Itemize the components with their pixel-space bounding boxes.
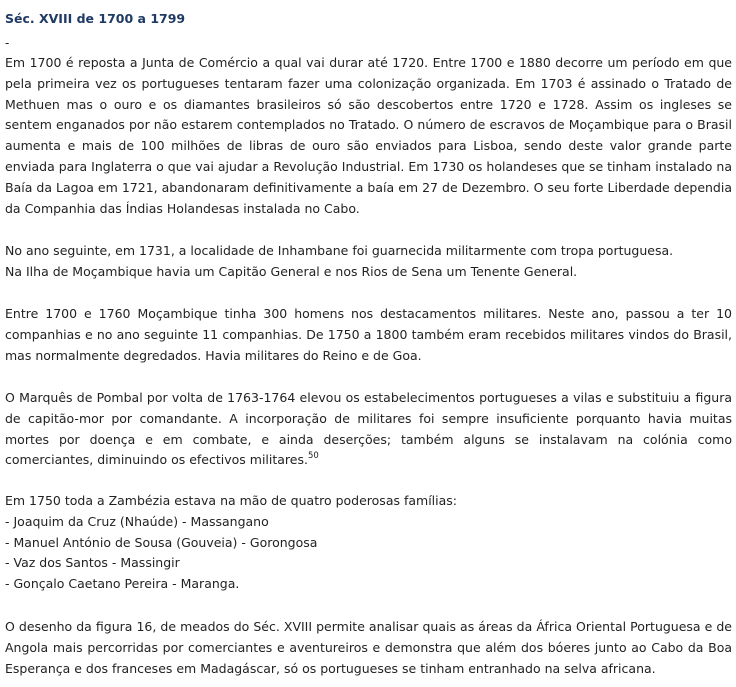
- list-item: - Joaquim da Cruz (Nhaúde) - Massangano: [5, 513, 269, 529]
- section-heading: Séc. XVIII de 1700 a 1799: [5, 11, 186, 26]
- families-list: [5, 512, 732, 595]
- paragraph-text: O Marquês de Pombal por volta de 1763-1764 elevou os estabelecimentos portugueses a vilas e substituiu a figura de capitão-mor por comandante. A incorporação de militares foi sempre insuficiente porquanto havia muitas mortes por doença e em combate, e ainda deserções; também alguns se instalavam na colónia como comerciantes, diminuindo os efectivos militares.: [5, 390, 732, 468]
- paragraph-line: No ano seguinte, em 1731, a localidade de Inhambane foi guarnecida militarmente com tropa portuguesa.: [5, 243, 674, 258]
- paragraph-marques-pombal: [5, 388, 732, 471]
- paragraph-zambezia-families: [5, 491, 732, 595]
- list-intro: Em 1750 toda a Zambézia estava na mão de quatro poderosas famílias:: [5, 493, 458, 508]
- list-item: - Vaz dos Santos - Massingir: [5, 555, 180, 571]
- paragraph-figure-16: O desenho da figura 16, de meados do Séc. XVIII permite analisar quais as áreas da África Oriental Portuguesa e de Angola mais percorridas por comerciantes e aventureiros e demonstra que além dos bóeres junto ao Cabo da Boa Esperança e dos franceses em Madagáscar, só os portugueses se tinham entranhado na selva africana.: [5, 619, 732, 676]
- dash-separator: -: [5, 36, 10, 50]
- paragraph-inhambane: [5, 241, 732, 283]
- footnote-marker: 50: [307, 451, 319, 462]
- list-item: - Gonçalo Caetano Pereira - Maranga.: [5, 576, 240, 592]
- paragraph-junta-comercio: Em 1700 é reposta a Junta de Comércio a qual vai durar até 1720. Entre 1700 e 1880 decorre um período em que pela primeira vez os portugueses tentaram fazer uma colonização organizada. Em 1703 é assinado o Tratado de Methuen mas o ouro e os diamantes brasileiros só são descobertos entre 1720 e 1728. Assim os ingleses se sentem enganados por não estarem contemplados no Tratado. O número de escravos de Moçambique para o Brasil aumenta e mais de 100 milhões de libras de ouro são enviados para Lisboa, sendo deste valor grande parte enviada para Inglaterra o que vai ajudar a Revolução Industrial. Em 1730 os holandeses que se tinham instalado na Baía da Lagoa em 1721, abandonaram definitivamente a baía em 27 de Dezembro. O seu forte Liberdade dependia da Companhia das Índias Holandesas instalada no Cabo.: [5, 55, 732, 216]
- paragraph-military-detachments: Entre 1700 e 1760 Moçambique tinha 300 homens nos destacamentos militares. Neste ano, passou a ter 10 companhias e no ano seguinte 11 companhias. De 1750 a 1800 também eram recebidos militares vindos do Brasil, mas normalmente degredados. Havia militares do Reino e de Goa.: [5, 306, 732, 363]
- paragraph-line: Na Ilha de Moçambique havia um Capitão General e nos Rios de Sena um Tenente General.: [5, 263, 578, 279]
- list-item: - Manuel António de Sousa (Gouveia) - Gorongosa: [5, 534, 318, 550]
